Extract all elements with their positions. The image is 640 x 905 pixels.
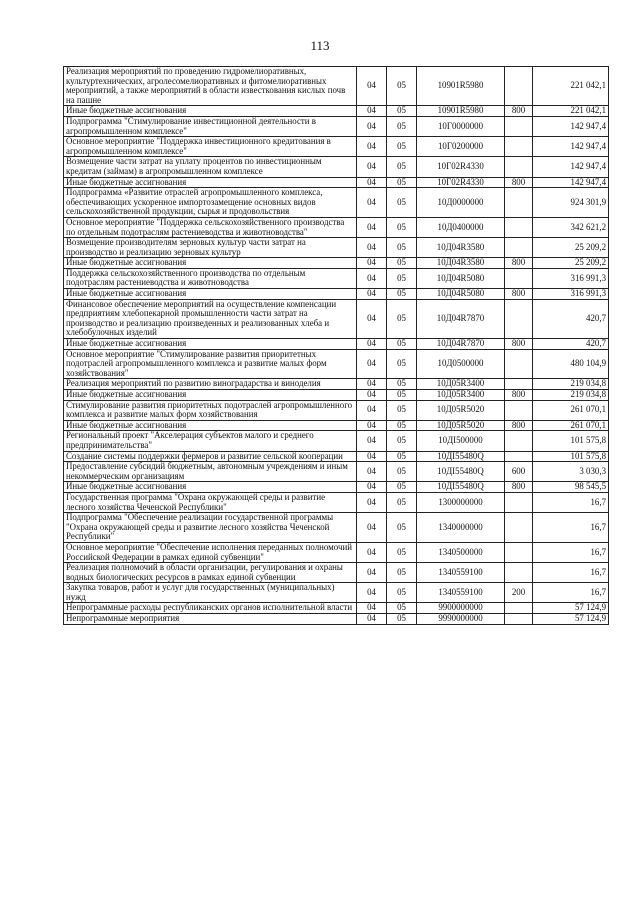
row-amount-cell: 924 301,9: [533, 188, 609, 218]
row-amount-cell: 16,7: [533, 563, 609, 583]
row-subsection-cell: 05: [387, 379, 417, 390]
row-target-article-cell: 1340500000: [417, 542, 505, 562]
row-target-article-cell: 10901R5980: [417, 106, 505, 117]
row-target-article-cell: 9990000000: [417, 614, 505, 625]
row-subsection-cell: 05: [387, 614, 417, 625]
row-expense-type-cell: [505, 492, 533, 512]
row-target-article-cell: 10Д04R5080: [417, 268, 505, 288]
row-name-cell: Иные бюджетные ассигнования: [64, 482, 357, 493]
row-section-cell: 04: [357, 390, 387, 401]
row-section-cell: 04: [357, 513, 387, 543]
row-target-article-cell: 10Д05R3400: [417, 390, 505, 401]
row-subsection-cell: 05: [387, 157, 417, 177]
row-name-cell: Региональный проект "Акселерация субъектов малого и среднего предпринимательства": [64, 431, 357, 451]
row-section-cell: 04: [357, 116, 387, 136]
row-expense-type-cell: 800: [505, 177, 533, 188]
row-section-cell: 04: [357, 299, 387, 338]
row-target-article-cell: 10Г0200000: [417, 137, 505, 157]
row-subsection-cell: 05: [387, 177, 417, 188]
row-section-cell: 04: [357, 339, 387, 350]
row-section-cell: 04: [357, 563, 387, 583]
row-subsection-cell: 05: [387, 563, 417, 583]
row-target-article-cell: 10Г02R4330: [417, 177, 505, 188]
row-subsection-cell: 05: [387, 400, 417, 420]
row-name-cell: Основное мероприятие "Стимулирование развития приоритетных подотраслей агропромышленного комплекса и развитие малых форм хозяйствования": [64, 349, 357, 379]
row-amount-cell: 342 621,2: [533, 217, 609, 237]
row-name-cell: Возмещение части затрат на уплату процентов по инвестиционным кредитам (займам) в агропромышленном комплексе: [64, 157, 357, 177]
row-name-cell: Реализация полномочий в области организации, регулирования и охраны водных биологических ресурсов в рамках единой субвенции: [64, 563, 357, 583]
table-row: [64, 258, 609, 269]
row-subsection-cell: 05: [387, 268, 417, 288]
table-row: [64, 451, 609, 462]
row-amount-cell: 420,7: [533, 339, 609, 350]
table-row: [64, 188, 609, 218]
row-subsection-cell: 05: [387, 339, 417, 350]
row-amount-cell: 25 209,2: [533, 238, 609, 258]
table-row: [64, 603, 609, 614]
row-expense-type-cell: 800: [505, 390, 533, 401]
row-amount-cell: 101 575,8: [533, 431, 609, 451]
row-name-cell: Предоставление субсидий бюджетным, автономным учреждениям и иным некоммерческим организациям: [64, 462, 357, 482]
row-section-cell: 04: [357, 238, 387, 258]
row-target-article-cell: 10Д0400000: [417, 217, 505, 237]
row-section-cell: 04: [357, 106, 387, 117]
row-section-cell: 04: [357, 137, 387, 157]
row-target-article-cell: 10Д05R5020: [417, 420, 505, 431]
row-amount-cell: 142 947,4: [533, 157, 609, 177]
table-row: [64, 289, 609, 300]
table-row: [64, 268, 609, 288]
row-amount-cell: 16,7: [533, 492, 609, 512]
row-section-cell: 04: [357, 157, 387, 177]
row-subsection-cell: 05: [387, 542, 417, 562]
row-section-cell: 04: [357, 431, 387, 451]
page-number: 113: [310, 38, 330, 53]
row-amount-cell: 142 947,4: [533, 177, 609, 188]
row-subsection-cell: 05: [387, 67, 417, 106]
table-row: [64, 482, 609, 493]
row-expense-type-cell: [505, 603, 533, 614]
row-name-cell: Возмещение производителям зерновых культур части затрат на производство и реализацию зерновых культур: [64, 238, 357, 258]
row-target-article-cell: 10Д04R3580: [417, 258, 505, 269]
row-name-cell: Иные бюджетные ассигнования: [64, 106, 357, 117]
table-row: [64, 431, 609, 451]
row-name-cell: Иные бюджетные ассигнования: [64, 177, 357, 188]
row-name-cell: Государственная программа "Охрана окружающей среды и развитие лесного хозяйства Чеченской Республики": [64, 492, 357, 512]
row-section-cell: 04: [357, 67, 387, 106]
row-section-cell: 04: [357, 289, 387, 300]
row-amount-cell: 142 947,4: [533, 137, 609, 157]
row-name-cell: Непрограммные расходы республиканских органов исполнительной власти: [64, 603, 357, 614]
row-name-cell: Основное мероприятие "Поддержка сельскохозяйственного производства по отдельным подотраслям растениеводства и животноводства": [64, 217, 357, 237]
row-name-cell: Подпрограмма "Обеспечение реализации государственной программы "Охрана окружающей среды и развитие лесного хозяйства Чеченской Республики": [64, 513, 357, 543]
row-section-cell: 04: [357, 462, 387, 482]
row-subsection-cell: 05: [387, 492, 417, 512]
row-subsection-cell: 05: [387, 583, 417, 603]
row-subsection-cell: 05: [387, 137, 417, 157]
row-subsection-cell: 05: [387, 188, 417, 218]
table-row: [64, 513, 609, 543]
row-amount-cell: 221 042,1: [533, 67, 609, 106]
table-row: [64, 299, 609, 338]
table-row: [64, 106, 609, 117]
row-expense-type-cell: [505, 379, 533, 390]
row-subsection-cell: 05: [387, 289, 417, 300]
row-name-cell: Реализация мероприятий по проведению гидромелиоративных, культуртехнических, агролесомелиоративных и фитомелиоративных мероприятий, а также мероприятий в области известкования кислых почв на пашне: [64, 67, 357, 106]
row-target-article-cell: 10Д04R5080: [417, 289, 505, 300]
row-expense-type-cell: [505, 217, 533, 237]
row-amount-cell: 3 030,3: [533, 462, 609, 482]
row-name-cell: Подпрограмма "Стимулирование инвестиционной деятельности в агропромышленном комплексе": [64, 116, 357, 136]
row-section-cell: 04: [357, 492, 387, 512]
row-expense-type-cell: [505, 157, 533, 177]
row-expense-type-cell: 800: [505, 289, 533, 300]
table-row: [64, 177, 609, 188]
table-row: [64, 339, 609, 350]
row-subsection-cell: 05: [387, 238, 417, 258]
row-expense-type-cell: 800: [505, 482, 533, 493]
table-row: [64, 157, 609, 177]
row-target-article-cell: 10Д04R7870: [417, 339, 505, 350]
row-target-article-cell: 10Д05R3400: [417, 379, 505, 390]
row-section-cell: 04: [357, 482, 387, 493]
row-subsection-cell: 05: [387, 217, 417, 237]
table-row: [64, 238, 609, 258]
row-amount-cell: 57 124,9: [533, 614, 609, 625]
row-expense-type-cell: 800: [505, 339, 533, 350]
row-subsection-cell: 05: [387, 420, 417, 431]
row-amount-cell: 261 070,1: [533, 420, 609, 431]
row-amount-cell: 420,7: [533, 299, 609, 338]
row-section-cell: 04: [357, 217, 387, 237]
row-amount-cell: 316 991,3: [533, 289, 609, 300]
row-expense-type-cell: [505, 299, 533, 338]
row-section-cell: 04: [357, 400, 387, 420]
row-name-cell: Иные бюджетные ассигнования: [64, 339, 357, 350]
row-expense-type-cell: 800: [505, 258, 533, 269]
row-name-cell: Иные бюджетные ассигнования: [64, 258, 357, 269]
row-subsection-cell: 05: [387, 431, 417, 451]
row-expense-type-cell: 600: [505, 462, 533, 482]
row-expense-type-cell: [505, 188, 533, 218]
row-section-cell: 04: [357, 258, 387, 269]
table-row: [64, 67, 609, 106]
row-target-article-cell: 10Д04R7870: [417, 299, 505, 338]
row-amount-cell: 16,7: [533, 513, 609, 543]
table-row: [64, 379, 609, 390]
row-name-cell: Создание системы поддержки фермеров и развитие сельской кооперации: [64, 451, 357, 462]
row-target-article-cell: 10901R5980: [417, 67, 505, 106]
row-subsection-cell: 05: [387, 106, 417, 117]
row-section-cell: 04: [357, 268, 387, 288]
row-expense-type-cell: 800: [505, 420, 533, 431]
row-target-article-cell: 9900000000: [417, 603, 505, 614]
row-amount-cell: 57 124,9: [533, 603, 609, 614]
row-expense-type-cell: [505, 614, 533, 625]
table-row: [64, 614, 609, 625]
row-name-cell: Финансовое обеспечение мероприятий на осуществление компенсации предприятиям хлебопекарной промышленности части затрат на производство и реализацию произведенных и реализованных хлеба и хлебобулочных изделий: [64, 299, 357, 338]
row-target-article-cell: 10Д0000000: [417, 188, 505, 218]
row-expense-type-cell: 200: [505, 583, 533, 603]
row-target-article-cell: 10Г0000000: [417, 116, 505, 136]
row-expense-type-cell: [505, 513, 533, 543]
row-amount-cell: 221 042,1: [533, 106, 609, 117]
row-subsection-cell: 05: [387, 462, 417, 482]
table-row: [64, 583, 609, 603]
row-section-cell: 04: [357, 603, 387, 614]
row-target-article-cell: 10Д05R5020: [417, 400, 505, 420]
row-expense-type-cell: [505, 431, 533, 451]
table-row: [64, 217, 609, 237]
row-subsection-cell: 05: [387, 451, 417, 462]
row-target-article-cell: 10Д0500000: [417, 349, 505, 379]
row-target-article-cell: 10ДI55480Q: [417, 451, 505, 462]
row-name-cell: Иные бюджетные ассигнования: [64, 420, 357, 431]
row-amount-cell: 142 947,4: [533, 116, 609, 136]
row-subsection-cell: 05: [387, 482, 417, 493]
budget-table: [63, 66, 609, 625]
row-expense-type-cell: [505, 400, 533, 420]
row-name-cell: Основное мероприятие "Обеспечение исполнения переданных полномочий Российской Федерации в рамках единой субвенции": [64, 542, 357, 562]
row-subsection-cell: 05: [387, 116, 417, 136]
table-row: [64, 137, 609, 157]
row-section-cell: 04: [357, 177, 387, 188]
row-name-cell: Поддержка сельскохозяйственного производства по отдельным подотраслям растениеводства и животноводства: [64, 268, 357, 288]
budget-table-body: [64, 67, 609, 625]
row-subsection-cell: 05: [387, 349, 417, 379]
table-row: [64, 492, 609, 512]
row-amount-cell: 261 070,1: [533, 400, 609, 420]
table-row: [64, 390, 609, 401]
table-row: [64, 116, 609, 136]
row-subsection-cell: 05: [387, 390, 417, 401]
row-amount-cell: 25 209,2: [533, 258, 609, 269]
row-name-cell: Основное мероприятие "Поддержка инвестиционного кредитования в агропромышленном комплексе": [64, 137, 357, 157]
row-section-cell: 04: [357, 542, 387, 562]
row-name-cell: Закупка товаров, работ и услуг для государственных (муниципальных) нужд: [64, 583, 357, 603]
row-expense-type-cell: [505, 116, 533, 136]
row-subsection-cell: 05: [387, 299, 417, 338]
row-amount-cell: 219 034,8: [533, 390, 609, 401]
table-row: [64, 349, 609, 379]
table-row: [64, 542, 609, 562]
row-name-cell: Реализация мероприятий по развитию виноградарства и виноделия: [64, 379, 357, 390]
row-target-article-cell: 10Д04R3580: [417, 238, 505, 258]
row-target-article-cell: 1340559100: [417, 583, 505, 603]
row-amount-cell: 480 104,9: [533, 349, 609, 379]
table-row: [64, 400, 609, 420]
row-target-article-cell: 10ДI500000: [417, 431, 505, 451]
row-section-cell: 04: [357, 420, 387, 431]
row-target-article-cell: 10ДI55480Q: [417, 462, 505, 482]
table-row: [64, 563, 609, 583]
row-subsection-cell: 05: [387, 258, 417, 269]
row-name-cell: Непрограммные мероприятия: [64, 614, 357, 625]
row-target-article-cell: 1340559100: [417, 563, 505, 583]
row-name-cell: Стимулирование развития приоритетных подотраслей агропромышленного комплекса и развитие малых форм хозяйствования: [64, 400, 357, 420]
row-amount-cell: 316 991,3: [533, 268, 609, 288]
row-expense-type-cell: [505, 137, 533, 157]
row-expense-type-cell: [505, 268, 533, 288]
row-section-cell: 04: [357, 583, 387, 603]
row-subsection-cell: 05: [387, 513, 417, 543]
table-row: [64, 420, 609, 431]
row-expense-type-cell: [505, 542, 533, 562]
row-target-article-cell: 1340000000: [417, 513, 505, 543]
row-section-cell: 04: [357, 379, 387, 390]
row-target-article-cell: 10ДI55480Q: [417, 482, 505, 493]
row-expense-type-cell: [505, 67, 533, 106]
row-section-cell: 04: [357, 188, 387, 218]
table-row: [64, 462, 609, 482]
row-name-cell: Подпрограмма «Развитие отраслей агропромышленного комплекса, обеспечивающих ускоренное импортозамещение основных видов сельскохозяйственной продукции, сырья и продовольствия: [64, 188, 357, 218]
row-amount-cell: 98 545,5: [533, 482, 609, 493]
row-subsection-cell: 05: [387, 603, 417, 614]
row-amount-cell: 101 575,8: [533, 451, 609, 462]
row-section-cell: 04: [357, 614, 387, 625]
row-expense-type-cell: [505, 238, 533, 258]
row-expense-type-cell: [505, 451, 533, 462]
row-expense-type-cell: [505, 349, 533, 379]
row-expense-type-cell: 800: [505, 106, 533, 117]
row-amount-cell: 219 034,8: [533, 379, 609, 390]
row-section-cell: 04: [357, 451, 387, 462]
row-target-article-cell: 10Г02R4330: [417, 157, 505, 177]
row-amount-cell: 16,7: [533, 583, 609, 603]
row-section-cell: 04: [357, 349, 387, 379]
row-name-cell: Иные бюджетные ассигнования: [64, 390, 357, 401]
row-amount-cell: 16,7: [533, 542, 609, 562]
row-expense-type-cell: [505, 563, 533, 583]
row-target-article-cell: 1300000000: [417, 492, 505, 512]
row-name-cell: Иные бюджетные ассигнования: [64, 289, 357, 300]
